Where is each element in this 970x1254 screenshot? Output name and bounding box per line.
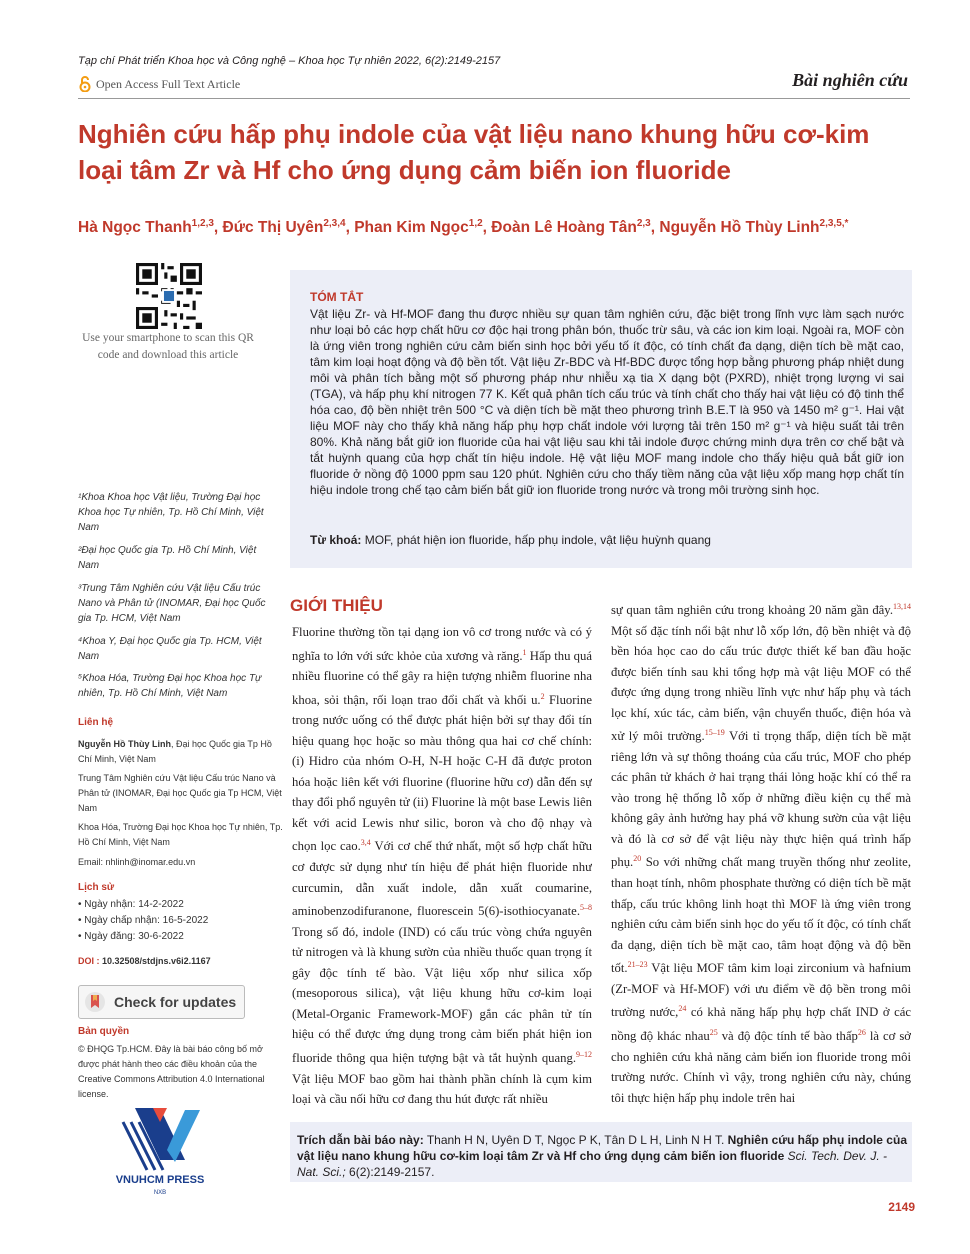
affiliation: ²Đại học Quốc gia Tp. Hồ Chí Minh, Việt Nam: [78, 545, 257, 571]
affiliation: ⁴Khoa Y, Đại học Quốc gia Tp. HCM, Việt Nam: [78, 636, 262, 662]
paragraph-text: So với những chất mang truyền thống như zeolite, than hoạt tính, nhôm phosphate thường có diện tích bề mặt thấp, cấu trúc không linh hoạt thì MOF là ứng viên trong nghiên cứu cảm biến sinh học do yếu tố ít độc, có tính chất đa dạng, diện tích bề mặt cao, tâm hoạt động và độ bền tốt.: [611, 855, 911, 976]
paragraph-text: Vật liệu MOF bao gồm hai thành phần chính là cụm kim loại và cầu nối hữu cơ đang thu hút được rất nhiều: [292, 1071, 592, 1107]
qr-caption: Use your smartphone to scan this QR code and download this article: [82, 332, 254, 361]
copyright-label: Bản quyền: [78, 1026, 130, 1037]
contact-primary: [78, 737, 283, 767]
page-number: 2149: [888, 1200, 915, 1214]
doi-value[interactable]: 10.32508/stdjns.v6i2.1167: [102, 956, 211, 966]
paragraph-text: Một số đặc tính nổi bật như lỗ xốp lớn, độ bền nhiệt và độ bền hóa học cao do cấu trúc được thiết kế ban đầu hoặc được biến tính sau khi tổng hợp mà vật liệu MOF có thể được ứng dụng trong nhiều lĩnh vực như hấp phụ và tách lọc khí, xúc tác, cảm biến, vận chuyển thuốc, điện hóa và xử lý môi trường.: [611, 623, 911, 744]
section-title: GIỚI THIỆU: [290, 596, 383, 615]
paragraph-text: có khả năng hấp phụ hợp chất IND ở các nồng độ khác nhau: [611, 1005, 911, 1044]
reference-link[interactable]: 5–8: [580, 903, 592, 913]
vnuhcm-press-logo: [105, 1100, 215, 1200]
doi-label: DOI :: [78, 956, 100, 966]
affiliation: ¹Khoa Khoa học Vật liệu, Trường Đại học Khoa học Tự nhiên, Tp. Hồ Chí Minh, Việt Nam: [78, 492, 264, 533]
doi[interactable]: [78, 956, 211, 966]
citation-issue: 6(2):2149-2157.: [345, 1165, 435, 1179]
paragraph-text: sự quan tâm nghiên cứu trong khoảng 20 năm gần đây.: [611, 603, 893, 618]
abstract-keywords: [310, 532, 904, 548]
reference-link[interactable]: 26: [857, 1028, 866, 1038]
author-name[interactable]: Đức Thị Uyên: [222, 219, 324, 237]
paragraph-text: Với tỉ trọng thấp, diện tích bề mặt riêng lớn và sự thông thoáng của cấu trúc, MOF cho phép các phân tử khách ở hai trạng thái lỏng hoặc khí có thể ra vào trong hệ thống lỗ xốp ở những điều kiện cụ thể mà không gây ảnh hưởng hay phá vỡ khung sườn của vật liệu và đó là cơ sở để vật liệu này thực hiện quá trình hấp phụ.: [611, 729, 911, 870]
author-name[interactable]: Nguyễn Hồ Thùy Linh: [659, 219, 820, 237]
contact-line: Trung Tâm Nghiên cứu Vật liệu Cấu trúc Nano và Phân tử (INOMAR, Đại học Quốc gia Tp HCM, Việt Nam: [78, 773, 282, 813]
author-aff: 2,3: [636, 218, 651, 229]
paragraph-text: là cơ sở cho nghiên cứu khả năng cảm biến ion fluoride trong môi trường nước. Chính vì vậy, trong nghiên cứu này, chúng tôi thực hiện hấp phụ indole trên hai: [611, 1029, 911, 1105]
article-title: Nghiên cứu hấp phụ indole của vật liệu nano khung hữu cơ-kim loại tâm Zr và Hf cho ứng dụng cảm biến ion fluoride: [78, 119, 870, 185]
reference-link[interactable]: 13,14: [893, 602, 911, 611]
citation: [297, 1132, 909, 1180]
abstract-heading: TÓM TẮT: [310, 290, 364, 304]
history-label: Lịch sử: [78, 882, 115, 893]
reference-link[interactable]: 24: [678, 1004, 687, 1014]
reference-link[interactable]: 15–19: [704, 728, 725, 738]
author-list: Hà Ngọc Thanh$^{1,2,3}$, Đức Thị Uyên$^{2,3,4}$, Phan Kim Ngọc$^{1,2}$, Đoàn Lê Hoàng Tân$^{2,3}$, Nguyễn Hồ Thùy Linh$^{2,3,5,*}$: [78, 218, 849, 237]
paragraph-text: Trong số đó, indole (IND) có cấu trúc vòng chứa nguyên tử nitrogen và là khung sườn của nhiều thuốc quan trọng ít gây độc tính tế bào. Vật liệu xốp như silica xốp (mesoporous silica), vật liệu khung hữu cơ-kim loại (Metal-Organic Framework-MOF) gắn các phân tử tín hiệu có thể được ứng dụng trong cảm biến phát hiện ion fluoride thông qua hiện tượng bật và tắt huỳnh quang.: [292, 924, 592, 1066]
body-column-1: [292, 622, 592, 1107]
contact-line: , Đại học Quốc gia Tp Hồ Chí Minh, Việt Nam: [78, 739, 272, 764]
author-aff: 2,3,5,*: [819, 218, 849, 229]
paragraph-text: Vật liệu MOF tâm kim loại zirconium và hafnium (Zr-MOF và Hf-MOF) với ưu điểm về độ bền trong môi trường nước,: [611, 961, 911, 1020]
paragraph-text: Với cơ chế thứ nhất, một số hợp chất hữu cơ được sử dụng như tín hiệu để phát hiện fluoride như curcumin, dẫn xuất indole, dẫn xuất coumarine, aminobenzodifuranone, fluorescein 5(6)-isothiocyanate.: [292, 839, 592, 919]
citation-title: Nghiên cứu hấp phụ indole của vật liệu nano khung hữu cơ-kim loại tâm Zr và Hf cho ứng dụng cảm biến ion fluoride: [297, 1133, 907, 1163]
author-name[interactable]: Phan Kim Ngọc: [354, 219, 469, 237]
paragraph-text: Fluorine trong nước uống có thể được phát hiện bởi sự thay đổi tín hiệu quang học hoặc so màu thông qua hai cơ chế chính: (i) Hidro của nhóm O-H, N-H hoặc C-H đã được proton hóa hoặc liên kết với fluorine (fluorine hữu cơ) dẫn đến sự thay đổi phổ nguyên tử (ii) Fluorine là một base Lewis liên kết với acid Lewis như silic, boron và cho độ nhạy và chọn lọc cao.: [292, 692, 592, 854]
affiliation: ⁵Khoa Hóa, Trường Đại học Khoa học Tự nhiên, Tp. Hồ Chí Minh, Việt Nam: [78, 673, 262, 699]
reference-link[interactable]: 25: [709, 1028, 718, 1038]
open-access-label: [78, 76, 240, 92]
paragraph-text: Hấp thu quá nhiều fluorine có thể gây ra hiện tượng nhiễm fluorine nha khoa, sỏi thận, rối loạn trao đổi chất và khối u.: [292, 648, 592, 707]
keywords-text: MOF, phát hiện ion fluoride, hấp phụ indole, vật liệu huỳnh quang: [364, 533, 711, 547]
reference-link[interactable]: 3,4: [360, 838, 371, 848]
reference-link[interactable]: 2: [540, 691, 545, 701]
open-access-icon: [78, 76, 92, 92]
author-aff: 2,3,4: [323, 218, 346, 229]
reference-link[interactable]: 9–12: [576, 1049, 592, 1059]
author-name[interactable]: Hà Ngọc Thanh: [78, 219, 192, 237]
paragraph-text: và độ độc tính tế bào thấp: [717, 1029, 858, 1044]
reference-link[interactable]: 20: [633, 854, 642, 864]
publisher-sub: NXB: [153, 1190, 167, 1196]
citation-authors: Thanh H N, Uyên D T, Ngọc P K, Tân D L H, Linh N H T.: [423, 1133, 728, 1147]
author-name[interactable]: Đoàn Lê Hoàng Tân: [491, 219, 637, 237]
copyright-text: © ĐHQG Tp.HCM. Đây là bài báo công bố mở được phát hành theo các điều khoản của the Creative Commons Attribution 4.0 International license.: [78, 1044, 265, 1099]
citation-journal: Sci. Tech. Dev. J. - Nat. Sci.;: [297, 1149, 887, 1179]
reference-link[interactable]: 1: [522, 647, 527, 657]
contact-line: Khoa Hóa, Trường Đại học Khoa học Tự nhiên, Tp. Hồ Chí Minh, Việt Nam: [78, 822, 283, 847]
contact-name: Nguyễn Hồ Thùy Linh: [78, 739, 171, 749]
affiliation: ³Trung Tâm Nghiên cứu Vật liệu Cấu trúc Nano và Phân tử (INOMAR, Đại học Quốc gia Tp. HCM, Việt Nam: [78, 583, 266, 624]
history-item: • Ngày nhận: 14-2-2022: [78, 899, 184, 910]
open-access-text: Open Access Full Text Article: [96, 76, 241, 91]
check-for-updates-label: Check for updates: [114, 994, 237, 1010]
qr-code-icon[interactable]: [136, 263, 202, 329]
author-aff: 1,2,3: [191, 218, 214, 229]
bookmark-icon: [84, 991, 106, 1013]
author-aff: 1,2: [468, 218, 483, 229]
abstract-body: Vật liệu Zr- và Hf-MOF đang thu được nhiều sự quan tâm nghiên cứu, đặc biệt trong lĩnh vực làm sạch nước như loại bỏ các hợp chất hữu cơ độc hại trong phân bón, thuốc trừ sâu, và các ion kim loại. Ngoài ra, MOF còn là ứng viên trong nghiên cứu cảm biến sinh học bởi yếu tố ít độc, có tính chất đa dạng, diện tích bề mặt cao, tâm kim loại hoạt động và độ bền tốt. Vật liệu Zr-BDC và Hf-BDC được tổng hợp bằng phương pháp nhiệt dung môi và phân tích bằng một số phương pháp như nhiễu xạ tia X dạng bột (PXRD), nhiệt trọng lượng vi sai (TGA), và hấp phụ khí nitrogen 77 K. Kết quả phân tích cấu trúc và tính chất cho thấy hai vật liệu có độ tinh thể hóa cao, độ bền nhiệt trên 500 °C và diện tích bề mặt theo phương trình B.E.T là 950 và 1450 m² g⁻¹. Hai vật liệu MOF này cho thấy khả năng hấp phụ hợp chất indole với lượng tải trên 150 m² g⁻¹ và hiệu suất tải trên 80%. Khả năng bắt giữ ion fluoride của hai vật liệu sau khi tải indole được chứng minh dựa trên cơ chế bật và tắt huỳnh quang của hợp chất tín hiệu indole. Hệ vật liệu MOF mang indole cho thấy hiệu quả bắt giữ ion fluoride ở nồng độ 1000 ppm sau 120 phút. Nghiên cứu cho thấy tiềm năng của vật liệu xốp mang hợp chất tín hiệu indole trong chế tạo cảm biến bắt giữ ion fluoride trong nước và trong môi trường sinh học.: [310, 307, 904, 497]
header-divider: [78, 98, 910, 99]
article-type: Bài nghiên cứu: [792, 70, 908, 90]
history-item: • Ngày đăng: 30-6-2022: [78, 931, 184, 942]
contact-label: Liên hệ: [78, 717, 114, 728]
keywords-label: Từ khoá:: [310, 533, 362, 547]
paragraph-text: Fluorine thường tồn tại dạng ion vô cơ trong nước và có ý nghĩa to lớn với sức khỏe của xương và răng.: [292, 625, 592, 663]
publisher-name: VNUHCM PRESS: [115, 1174, 205, 1186]
contact-email[interactable]: Email: nhlinh@inomar.edu.vn: [78, 857, 196, 867]
reference-link[interactable]: 21–23: [627, 960, 648, 970]
check-for-updates-button[interactable]: [78, 985, 245, 1019]
body-column-2: [611, 597, 911, 1107]
citation-label: Trích dẫn bài báo này:: [297, 1133, 424, 1147]
history-item: • Ngày chấp nhận: 16-5-2022: [78, 915, 209, 926]
journal-header: Tạp chí Phát triển Khoa học và Công nghệ – Khoa học Tự nhiên 2022, 6(2):2149-2157: [78, 55, 501, 67]
